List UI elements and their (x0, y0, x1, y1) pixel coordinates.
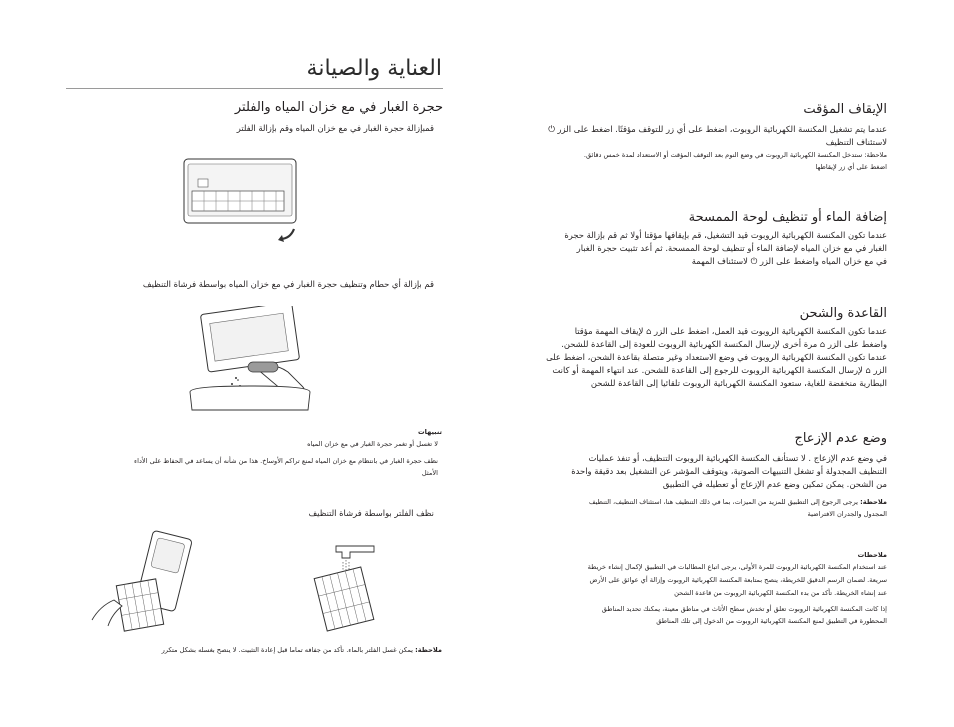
caution-2: نظف حجرة الغبار في بانتظام مع خزان المياه لمنع تراكم الأوساخ. هذا من شأنه أن يساعد في الحفاظ على الأداء (134, 457, 438, 465)
pause-text-line-2: لاستئناف التنظيف (825, 137, 887, 147)
water-text-line-1: عندما تكون المكنسة الكهربائية الروبوت قيد التشغيل، قم بإيقافها مؤقتا أولا ثم قم بإزالة حجرة (564, 230, 887, 240)
remarks-title: ملاحظات (857, 551, 887, 559)
dnd-section-title: وضع عدم الإزعاج (794, 431, 887, 446)
page-title: العناية والصيانة (306, 56, 442, 81)
dnd-note-label: ملاحظة: (860, 498, 887, 506)
dnd-text-line-1: في وضع عدم الإزعاج . لا تستأنف المكنسة الكهربائية الروبوت التنظيف، أو تنفذ عمليات (588, 453, 887, 463)
water-text-line-2: الغبار في مع خزان المياه لإضافة الماء أو تنظيف لوحة الممسحة. ثم أعد تثبيت حجرة الغبار (576, 243, 887, 253)
dnd-text-line-3: من الشحن. يمكن تمكين وضع عدم الإزعاج أو تعطيله في التطبيق (662, 479, 887, 489)
filter-removal-illustration (90, 530, 194, 634)
dustbin-removal-illustration (182, 155, 304, 247)
dock-text-line-5: البطارية منخفضة للغاية، ستعود المكنسة الكهربائية الروبوت تلقائيا إلى القاعدة للشحن (590, 378, 887, 388)
dnd-note-text: يرجى الرجوع إلى التطبيق للمزيد من الميزات، بما في ذلك التنظيف هنا، استئناف التنظيف، التنظيف (588, 498, 858, 506)
pause-note-line-2: اضغط على أي زر لإيقاظها (815, 163, 887, 171)
water-text-line-3: في مع خزان المياه واضغط على الزر ⏻ لاستئناف المهمة (691, 256, 887, 266)
dnd-note-line-2: المجدول والجدران الافتراضية (807, 510, 887, 518)
dnd-text-line-2: التنظيف المجدولة أو تشغل التنبيهات الصوتية، ويتوقف المؤشر عن التشغيل بعد دقيقة واحدة (571, 466, 887, 476)
filter-clean-step: نظف الفلتر بواسطة فرشاة التنظيف (308, 508, 434, 518)
remarks-line-4: إذا كانت المكنسة الكهربائية الروبوت تعلق أو تخدش سطح الأثاث في مناطق معينة، يمكنك تحديد المناطق (601, 605, 887, 613)
filter-washing-illustration (306, 540, 388, 632)
dustbin-emptying-illustration (186, 306, 320, 412)
dock-text-line-2: واضغط على الزر ⌂ مرة أخرى لإرسال المكنسة الكهربائية الروبوت للعودة إلى القاعدة للشحن. (561, 339, 887, 349)
water-section-title: إضافة الماء أو تنظيف لوحة الممسحة (688, 210, 887, 225)
dock-section-title: القاعدة والشحن (799, 306, 887, 321)
caution-1: لا تغسل أو تغمر حجرة الغبار في مع خزان المياه (307, 440, 438, 448)
remarks-line-2: سريعة. لضمان الرسم الدقيق للخريطة، ينصح بمتابعة المكنسة الكهربائية الروبوت وإزالة أي عوائق على الأرض (589, 576, 887, 584)
pause-section-title: الإيقاف المؤقت (803, 102, 887, 117)
dnd-note-line-1 (500, 497, 887, 507)
cautions-title: تنبيهات (417, 428, 442, 436)
pause-text-line-1: عندما يتم تشغيل المكنسة الكهربائية الروبوت، اضغط على أي زر للتوقف مؤقتًا. اضغط على الزر ⏻ (548, 124, 887, 134)
dock-text-line-3: عندما تكون المكنسة الكهربائية الروبوت في وضع الاستعداد وغير متصلة بقاعدة الشحن، اضغط على (546, 352, 887, 362)
dustbin-section-title: حجرة الغبار في مع خزان المياه والفلتر (234, 100, 443, 115)
dock-text-line-4: الزر ⌂ لإرسال المكنسة الكهربائية الروبوت للرجوع إلى القاعدة للشحن. عند انتهاء المهمة أو كانت (552, 365, 887, 375)
remarks-line-1: عند استخدام المكنسة الكهربائية الروبوت للمرة الأولى، يرجى اتباع المطالبات في التطبيق لإكمال إنشاء خريطة (587, 563, 887, 571)
dustbin-section-subtitle: قمبإزالة حجرة الغبار في مع خزان المياه وقم بإزالة الفلتر (236, 123, 434, 133)
remarks-line-5: المحظورة في التطبيق لمنع المكنسة الكهربائية الروبوت من الدخول إلى تلك المناطق (656, 617, 887, 625)
filter-wash-note (96, 645, 442, 655)
title-divider (66, 88, 443, 89)
filter-wash-note-text: يمكن غسل الفلتر بالماء. تأكد من جفافه تماما قبل إعادة التثبيت. لا ينصح بغسله بشكل متكرر (161, 646, 413, 654)
remarks-line-3: عند إنشاء الخريطة. تأكد من بدء المكنسة الكهربائية الروبوت من قاعدة الشحن (674, 589, 887, 597)
filter-wash-note-label: ملاحظة: (415, 646, 442, 654)
dock-text-line-1: عندما تكون المكنسة الكهربائية الروبوت قيد العمل، اضغط على الزر ⌂ لإيقاف المهمة مؤقتا (574, 326, 887, 336)
pause-note-line-1: ملاحظة: ستدخل المكنسة الكهربائية الروبوت في وضع النوم بعد التوقف المؤقت أو الاستعداد لمدة خمس دقائق. (583, 151, 887, 159)
caution-2-continued: الأمثل (421, 469, 438, 477)
dustbin-clean-step: قم بإزالة أي حطام وتنظيف حجرة الغبار في مع خزان المياه بواسطة فرشاة التنظيف (142, 279, 434, 289)
